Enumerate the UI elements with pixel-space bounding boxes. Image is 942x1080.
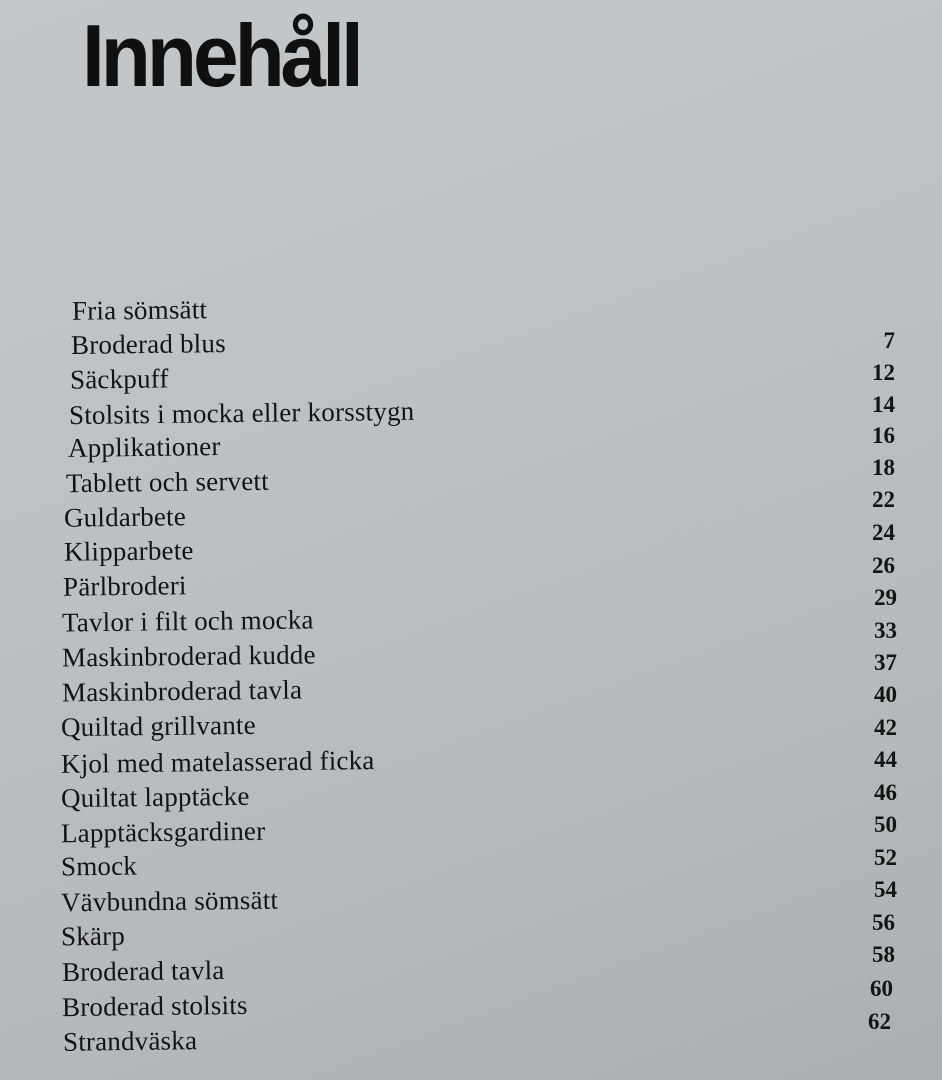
toc-entry-title: Säckpuff	[69, 363, 169, 395]
toc-entry-title: Maskinbroderad tavla	[61, 674, 303, 708]
page-title: Innehåll	[82, 6, 360, 106]
toc-entry-page: 56	[872, 910, 895, 935]
toc-entry-title: Broderad stolsits	[61, 989, 248, 1023]
toc-entry-page: 7	[883, 328, 895, 353]
toc-entry-page: 60	[870, 976, 893, 1001]
toc-entry-title: Applikationer	[67, 431, 221, 463]
toc-entry-title: Smock	[60, 850, 138, 882]
toc-entry-title: Kjol med matelasserad ficka	[60, 745, 375, 779]
toc-entry-page: 40	[874, 682, 897, 707]
toc-entry-page: 52	[874, 845, 897, 870]
toc-entry-title: Quiltad grillvante	[60, 709, 256, 743]
toc-entry-title: Lapptäcksgardiner	[60, 815, 266, 849]
toc-entry-title: Broderad tavla	[61, 955, 225, 987]
toc-entry-title: Maskinbroderad kudde	[61, 639, 316, 673]
toc-entry-page: 37	[874, 650, 897, 675]
toc-entry-page: 16	[872, 423, 895, 448]
toc-entry-title: Tablett och servett	[65, 465, 270, 499]
toc-entry-title: Quiltat lapptäcke	[60, 780, 250, 814]
toc-entry-title: Strandväska	[62, 1025, 198, 1057]
toc-entry-title: Guldarbete	[63, 501, 187, 533]
toc-entry-page: 12	[872, 360, 895, 385]
toc-entry-page: 29	[874, 585, 897, 610]
toc-entry-title: Stolsits i mocka eller korsstygn	[68, 395, 415, 431]
toc-entry-page: 26	[872, 553, 895, 578]
toc-entry-page: 14	[872, 392, 895, 417]
toc-entry-title: Broderad blus	[70, 328, 226, 360]
toc-entry-page: 33	[874, 618, 897, 643]
toc-entry-page: 42	[874, 715, 897, 740]
toc-entry-page: 50	[874, 812, 897, 837]
toc-entry-page: 18	[872, 455, 895, 480]
toc-entry-title: Vävbundna sömsätt	[60, 884, 279, 918]
toc-entry-page: 22	[872, 487, 895, 512]
toc-entry-page: 62	[868, 1009, 891, 1034]
toc-entry-page: 58	[872, 942, 895, 967]
toc-entry-page: 44	[874, 747, 897, 772]
toc-entry-title: Fria sömsätt	[71, 294, 208, 326]
toc-entry-title: Skärp	[60, 920, 126, 952]
toc-entry-title: Tavlor i filt och mocka	[61, 604, 314, 638]
toc-entry-title: Klipparbete	[63, 535, 194, 567]
toc-entry-page: 54	[874, 877, 897, 902]
toc-entry-page: 46	[874, 780, 897, 805]
toc-entry-page: 24	[872, 520, 895, 545]
toc-entry-title: Pärlbroderi	[62, 570, 187, 602]
